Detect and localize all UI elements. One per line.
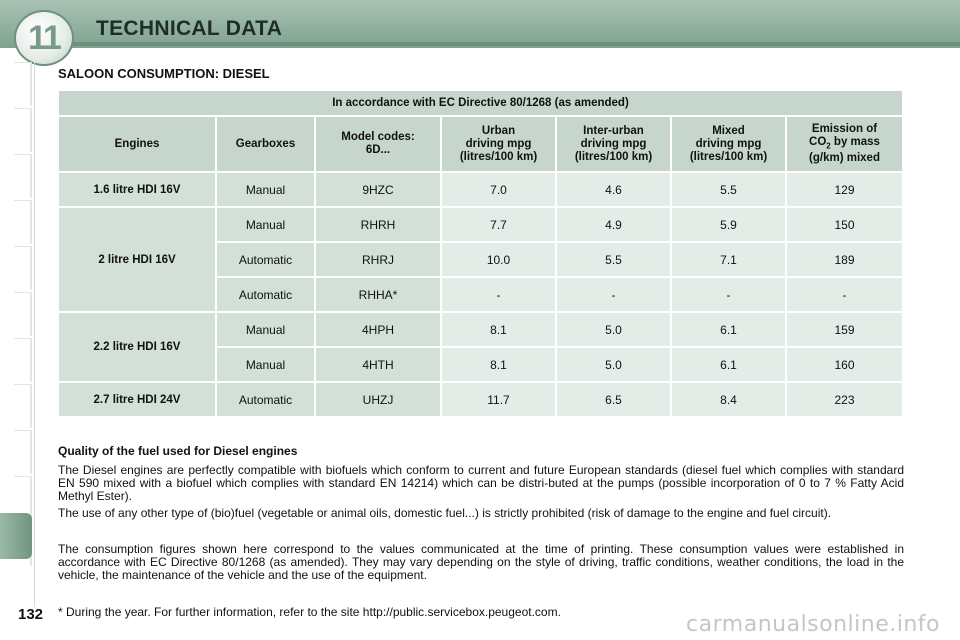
urban-cell: 11.7: [442, 383, 555, 416]
header-line: 6D...: [365, 144, 391, 156]
gearbox-cell: Manual: [217, 313, 314, 346]
header-line: (litres/100 km): [689, 150, 768, 163]
co2-cell: 223: [787, 383, 902, 416]
footnote: * During the year. For further information, refer to the site http://public.servicebox.peugeot.com.: [58, 605, 561, 619]
model-code-cell: UHZJ: [316, 383, 440, 416]
header-line: Inter-urban: [583, 124, 644, 137]
urban-cell: 8.1: [442, 313, 555, 346]
header-line: by mass: [830, 135, 880, 148]
header-line: Urban: [481, 124, 516, 137]
inter-urban-cell: 5.5: [557, 243, 670, 276]
co2-cell: 150: [787, 208, 902, 241]
engine-cell: 1.6 litre HDI 16V: [59, 173, 215, 206]
urban-cell: 8.1: [442, 348, 555, 381]
inter-urban-cell: -: [557, 278, 670, 311]
header-divider: [70, 42, 960, 46]
side-tab: [14, 384, 32, 428]
table-row: [59, 208, 902, 241]
co2-cell: 129: [787, 173, 902, 206]
co2-cell: 160: [787, 348, 902, 381]
mixed-cell: 5.9: [672, 208, 785, 241]
urban-cell: 10.0: [442, 243, 555, 276]
header-line: (litres/100 km): [574, 150, 653, 163]
inter-urban-cell: 4.6: [557, 173, 670, 206]
column-header-mixed: [672, 117, 785, 171]
mixed-cell: 8.4: [672, 383, 785, 416]
gearbox-cell: Manual: [217, 173, 314, 206]
header-line: driving mpg: [580, 137, 647, 150]
column-header-gearboxes: Gearboxes: [217, 117, 314, 171]
table-row: [59, 313, 902, 346]
column-header-co2: [787, 117, 902, 171]
inter-urban-cell: 5.0: [557, 313, 670, 346]
urban-cell: -: [442, 278, 555, 311]
gearbox-cell: Automatic: [217, 243, 314, 276]
paragraph-biofuels: The Diesel engines are perfectly compatible with biofuels which conform to current and future European standards (diesel fuel which complies with standard EN 590 mixed with a biofuel which complies with standard EN 14214) which can be distri-buted at the pumps (possible incorporation of 0 to 7 % Fatty Acid Methyl Ester).: [58, 463, 904, 503]
side-tab: [14, 338, 32, 382]
header-line: (g/km) mixed: [809, 152, 880, 165]
header-line: Model codes:: [341, 131, 415, 143]
mixed-cell: 7.1: [672, 243, 785, 276]
gearbox-cell: Manual: [217, 208, 314, 241]
side-tab: [14, 154, 32, 198]
side-tab: [14, 200, 32, 244]
paragraph-consumption-figures: The consumption figures shown here correspond to the values communicated at the time of printing. These consumption values were established in accordance with EC Directive 80/1268 (as amended). They may vary depending on the style of driving, traffic conditions, weather conditions, the load in the vehicle, the maintenance of the vehicle and the use of the equipment.: [58, 542, 904, 582]
inter-urban-cell: 5.0: [557, 348, 670, 381]
column-header-inter-urban: [557, 117, 670, 171]
column-header-urban: [442, 117, 555, 171]
urban-cell: 7.7: [442, 208, 555, 241]
side-tab: [14, 62, 32, 106]
table-row: [59, 383, 902, 416]
model-code-cell: RHRJ: [316, 243, 440, 276]
page-number: 132: [18, 606, 44, 623]
side-tab: [14, 430, 32, 474]
table-row: [59, 173, 902, 206]
header-line: driving mpg: [465, 137, 532, 150]
gearbox-cell: Automatic: [217, 278, 314, 311]
urban-cell: 7.0: [442, 173, 555, 206]
engine-cell: 2 litre HDI 16V: [59, 208, 215, 311]
header-line: Mixed: [712, 124, 745, 137]
consumption-table: [57, 89, 904, 418]
subscript-2: 2: [826, 141, 831, 151]
mixed-cell: -: [672, 278, 785, 311]
column-header-model-codes: [316, 117, 440, 171]
section-title: SALOON CONSUMPTION: DIESEL: [58, 66, 270, 81]
mixed-cell: 6.1: [672, 313, 785, 346]
watermark: carmanualsonline.info: [686, 612, 940, 637]
model-code-cell: 4HTH: [316, 348, 440, 381]
model-code-cell: 4HPH: [316, 313, 440, 346]
chapter-title: TECHNICAL DATA: [96, 17, 283, 40]
co2-cell: 159: [787, 313, 902, 346]
mixed-cell: 6.1: [672, 348, 785, 381]
fuel-quality-heading: Quality of the fuel used for Diesel engines: [58, 444, 298, 458]
engine-cell: 2.2 litre HDI 16V: [59, 313, 215, 381]
side-tab: [14, 246, 32, 290]
mixed-cell: 5.5: [672, 173, 785, 206]
header-line: Emission of: [811, 122, 878, 135]
gearbox-cell: Automatic: [217, 383, 314, 416]
side-tab: [14, 292, 32, 336]
header-line: (litres/100 km): [459, 150, 538, 163]
model-code-cell: RHRH: [316, 208, 440, 241]
active-chapter-tab: [0, 513, 32, 559]
inter-urban-cell: 6.5: [557, 383, 670, 416]
inter-urban-cell: 4.9: [557, 208, 670, 241]
model-code-cell: 9HZC: [316, 173, 440, 206]
co2-cell: -: [787, 278, 902, 311]
paragraph-prohibited-fuels: The use of any other type of (bio)fuel (vegetable or animal oils, domestic fuel...) is strictly prohibited (risk of damage to the engine and fuel circuit).: [58, 506, 832, 520]
gearbox-cell: Manual: [217, 348, 314, 381]
column-header-engines: Engines: [59, 117, 215, 171]
header-line: driving mpg: [695, 137, 762, 150]
table-caption-row: [59, 91, 902, 115]
side-tab: [14, 108, 32, 152]
co2-cell: 189: [787, 243, 902, 276]
header-line: CO: [809, 135, 827, 148]
table-header-row: [59, 117, 902, 171]
table-caption: In accordance with EC Directive 80/1268 (as amended): [59, 91, 902, 115]
model-code-cell: RHHA*: [316, 278, 440, 311]
chapter-number-badge: 11: [14, 10, 74, 66]
engine-cell: 2.7 litre HDI 24V: [59, 383, 215, 416]
